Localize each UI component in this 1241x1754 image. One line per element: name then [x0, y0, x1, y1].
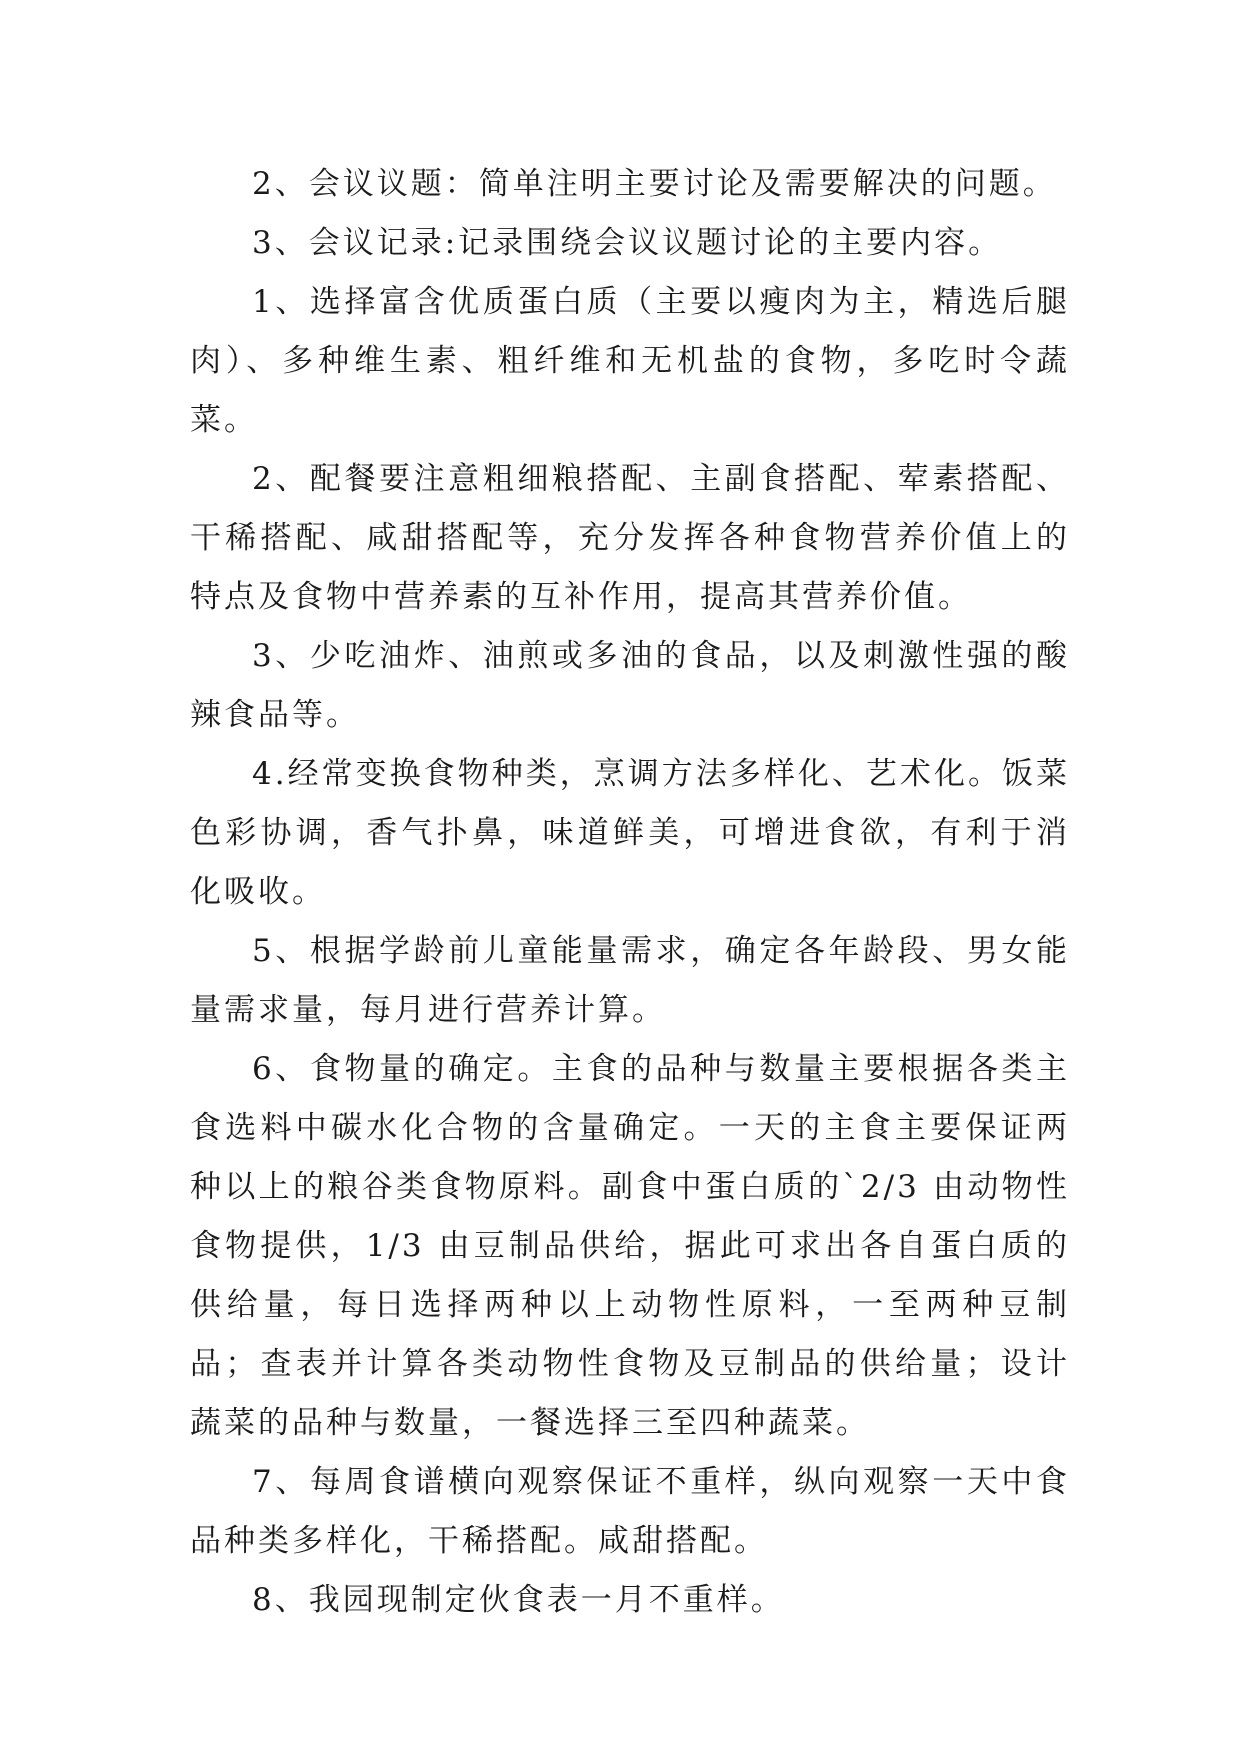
- paragraph-meal-pairing: 2、配餐要注意粗细粮搭配、主副食搭配、荤素搭配、干稀搭配、咸甜搭配等，充分发挥各种食物营养价值上的特点及食物中营养素的互补作用，提高其营养价值。: [190, 461, 1070, 615]
- paragraph-minutes: 3、会议记录:记录围绕会议议题讨论的主要内容。: [252, 225, 1003, 261]
- paragraph-protein: 1、选择富含优质蛋白质（主要以瘦肉为主，精选后腿肉）、多种维生素、粗纤维和无机盐的食物，多吃时令蔬菜。: [190, 284, 1070, 438]
- paragraph-agenda: 2、会议议题：简单注明主要讨论及需要解决的问题。: [252, 166, 1057, 202]
- paragraph-less-fried: 3、少吃油炸、油煎或多油的食品，以及刺激性强的酸辣食品等。: [190, 638, 1070, 733]
- paragraph-energy: 5、根据学龄前儿童能量需求，确定各年龄段、男女能量需求量，每月进行营养计算。: [190, 933, 1070, 1028]
- paragraph-weekly-menu: 7、每周食谱横向观察保证不重样，纵向观察一天中食品种类多样化，干稀搭配。咸甜搭配。: [190, 1464, 1070, 1559]
- paragraph-food-quantity: 6、食物量的确定。主食的品种与数量主要根据各类主食选料中碳水化合物的含量确定。一天的主食主要保证两种以上的粮谷类食物原料。副食中蛋白质的`2/3 由动物性食物提供，1/3 由豆制品供给，据此可求出各自蛋白质的供给量，每日选择两种以上动物性原料，一至两种豆制品；查表并计算各类动物性食物及豆制品的供给量；设计蔬菜的品种与数量，一餐选择三至四种蔬菜。: [190, 1051, 1070, 1441]
- paragraph-monthly-menu: 8、我园现制定伙食表一月不重样。: [252, 1582, 785, 1618]
- paragraph-variety: 4.经常变换食物种类，烹调方法多样化、艺术化。饭菜色彩协调，香气扑鼻，味道鲜美，可增进食欲，有利于消化吸收。: [190, 756, 1070, 910]
- document-body: [190, 155, 1070, 1630]
